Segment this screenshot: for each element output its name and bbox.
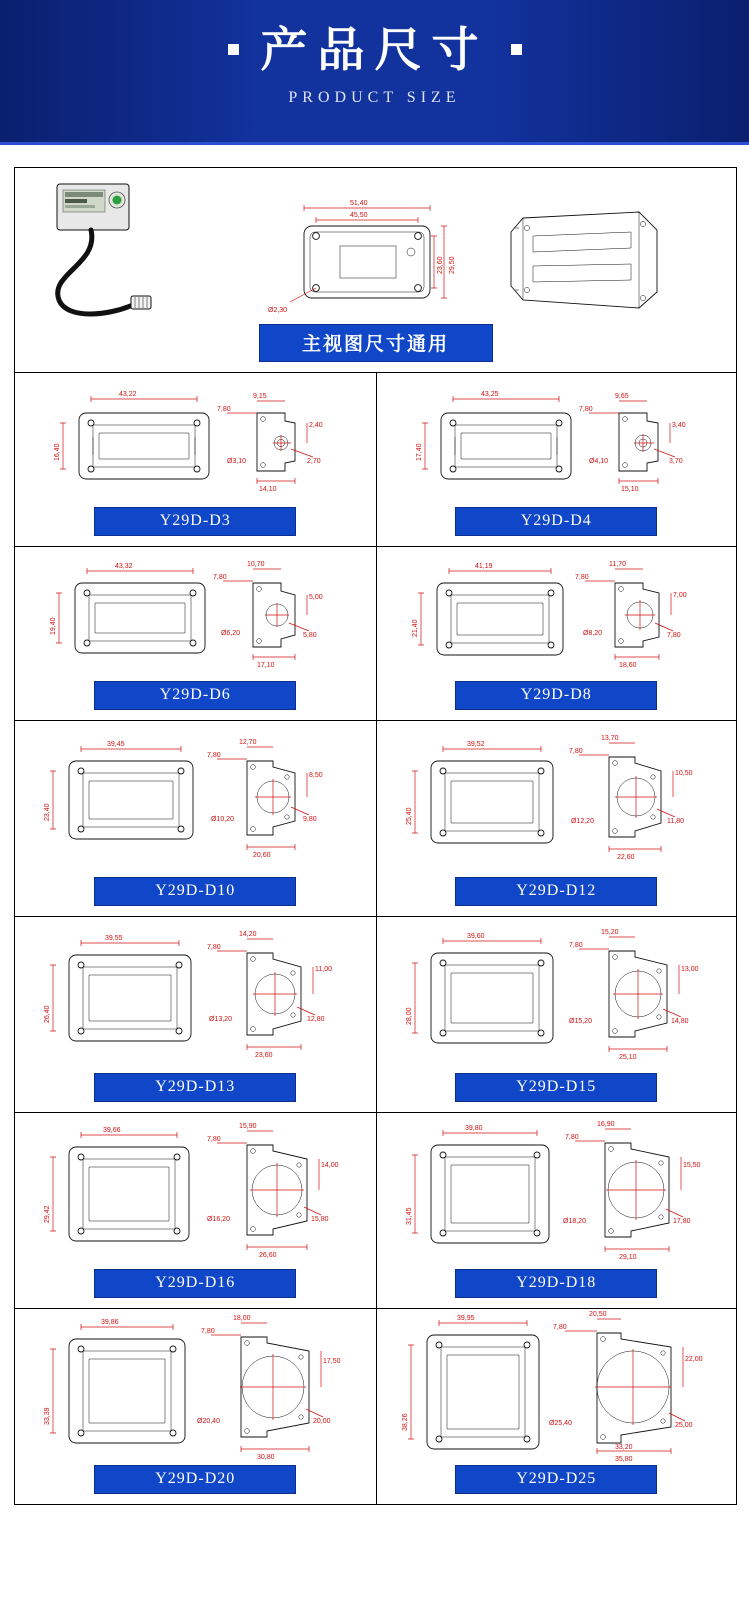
dim-side-flange-d18: 7,80 (564, 1134, 579, 1141)
dim-side-b-d10: 9,80 (303, 816, 317, 823)
model-cell-d15 (376, 917, 737, 1112)
grid-row-2 (15, 547, 736, 721)
dim-front-height-d15: 28,00 (405, 1007, 413, 1025)
model-cell-d20 (15, 1309, 376, 1504)
dim-front-height-d8: 21,40 (411, 619, 419, 637)
dim-front-width-d8: 41,19 (474, 563, 493, 570)
general-view-drawing (19, 174, 732, 324)
drawing-sheet (0, 145, 749, 1600)
model-cell-d10 (15, 721, 376, 916)
dim-side-bore-d25: Ø25,40 (548, 1420, 572, 1427)
dim-side-flange-d15: 7,80 (568, 942, 583, 949)
dim-hole: Ø2,30 (268, 307, 288, 314)
dim-side-a-d4: 3,40 (671, 422, 686, 429)
model-cell-d25 (376, 1309, 737, 1504)
product-photo (57, 184, 151, 314)
dim-side-b-d6: 5,80 (303, 632, 317, 639)
dim-front-width-d20: 39,86 (101, 1319, 119, 1326)
model-cell-d13 (15, 917, 376, 1112)
dim-side-a-d3: 2,40 (309, 422, 323, 429)
dim-side-bore-d8: Ø8,20 (582, 630, 602, 637)
model-drawing-d3 (19, 379, 372, 507)
dim-side-flange-d10: 7,80 (207, 752, 221, 759)
model-label-d18: Y29D-D18 (455, 1269, 657, 1298)
dim-side-bore-d20: Ø20,40 (197, 1418, 220, 1425)
dim-front-height-d20: 33,39 (44, 1407, 51, 1425)
dim-front-width-d13: 39,55 (105, 935, 123, 942)
page-title: 产品尺寸 (260, 23, 489, 76)
dim-side-flange-d4: 7,80 (578, 406, 593, 413)
dim-side-a-d25: 22,00 (684, 1356, 703, 1363)
model-label-d16: Y29D-D16 (94, 1269, 296, 1298)
dim-side-bottom-d16: 26,60 (259, 1252, 277, 1259)
general-front-view (268, 200, 456, 314)
dim-side-top-d10: 12,70 (239, 739, 257, 746)
dim-side-top-d20: 18,00 (233, 1315, 251, 1322)
dim-side-bottom-d3: 14,10 (259, 486, 277, 493)
grid-row-5 (15, 1113, 736, 1309)
dim-front-width-d15: 39,60 (466, 933, 485, 940)
square-bullet-icon-right (511, 44, 522, 55)
drawing-grid (14, 167, 737, 1505)
dim-side-bottom-d20: 30,80 (257, 1454, 275, 1461)
dim-side-flange-d25: 7,80 (552, 1324, 567, 1331)
model-cell-d12 (376, 721, 737, 916)
dim-front-width-d3: 43,22 (119, 391, 137, 398)
grid-row-6 (15, 1309, 736, 1505)
model-cell-d3 (15, 373, 376, 546)
dim-side-bottom-d15: 25,10 (618, 1054, 637, 1061)
dim-side-bottom-d10: 20,60 (253, 852, 271, 859)
dim-side-top-d3: 9,15 (253, 393, 267, 400)
dim-side-bottom-d18: 29,10 (618, 1254, 637, 1261)
dim-side-b-d20: 20,00 (313, 1418, 331, 1425)
model-drawing-d16 (19, 1119, 372, 1269)
dim-side-top-d16: 15,90 (239, 1123, 257, 1130)
dim-front-width-d25: 39,95 (456, 1315, 475, 1322)
dim-front-height-d3: 16,40 (54, 443, 61, 461)
dim-side-b-d8: 7,80 (666, 632, 681, 639)
dim-side-a-d20: 17,50 (323, 1358, 341, 1365)
dim-side-flange-d8: 7,80 (574, 574, 589, 581)
model-label-d3: Y29D-D3 (94, 507, 296, 536)
model-label-d8: Y29D-D8 (455, 681, 657, 710)
model-label-d12: Y29D-D12 (455, 877, 657, 906)
dim-side-bore-d13: Ø13,20 (209, 1016, 232, 1023)
dim-side-top-d18: 16,90 (596, 1121, 615, 1128)
model-drawing-d8 (381, 553, 733, 681)
dim-side-bore-d6: Ø6,20 (221, 630, 241, 637)
dim-front-height-d6: 19,40 (50, 617, 57, 635)
model-label-d15: Y29D-D15 (455, 1073, 657, 1102)
dim-side-flange-d13: 7,80 (207, 944, 221, 951)
model-drawing-d6 (19, 553, 372, 681)
dim-side-bore-d16: Ø16,20 (207, 1216, 230, 1223)
dim-side-a-d18: 15,50 (682, 1162, 701, 1169)
dim-front-width-d4: 43,25 (480, 391, 499, 398)
dim-side-bore-d4: Ø4,10 (588, 458, 608, 465)
dim-h-outer: 29,50 (449, 256, 456, 274)
dim-side-bottom2-d25: 35,80 (614, 1456, 633, 1463)
dim-front-height-d13: 26,40 (44, 1005, 51, 1023)
dim-side-a-d8: 7,00 (672, 592, 687, 599)
model-label-d25: Y29D-D25 (455, 1465, 657, 1494)
dim-side-b-d13: 12,80 (307, 1016, 325, 1023)
dim-front-width-d10: 39,45 (107, 741, 125, 748)
dim-side-top-d8: 11,70 (608, 561, 626, 568)
dim-side-a-d15: 13,00 (680, 966, 699, 973)
model-drawing-d10 (19, 727, 372, 877)
dim-side-b-d4: 3,70 (668, 458, 683, 465)
grid-row-4 (15, 917, 736, 1113)
dim-side-top-d15: 15,20 (600, 929, 619, 936)
model-cell-d8 (376, 547, 737, 720)
dim-front-height-d12: 25,40 (405, 807, 413, 825)
model-cell-d16 (15, 1113, 376, 1308)
general-view-cell (15, 168, 736, 372)
dim-side-a-d6: 5,00 (309, 594, 323, 601)
dim-side-flange-d12: 7,80 (568, 748, 583, 755)
dim-side-a-d13: 11,00 (315, 966, 332, 973)
model-drawing-d20 (19, 1315, 372, 1465)
grid-row-top (15, 168, 736, 373)
dim-side-b-d16: 15,80 (311, 1216, 329, 1223)
model-drawing-d15 (381, 923, 733, 1073)
dim-side-bottom-d8: 18,60 (618, 662, 637, 669)
dim-front-width-d18: 39,80 (464, 1125, 483, 1132)
dim-side-bottom-d13: 23,60 (255, 1052, 273, 1059)
dim-side-bore-d12: Ø12,20 (570, 818, 594, 825)
model-label-d4: Y29D-D4 (455, 507, 657, 536)
model-drawing-d25 (381, 1311, 733, 1465)
model-drawing-d18 (381, 1119, 733, 1269)
dim-front-width-d12: 39,52 (466, 741, 485, 748)
dim-front-width-d6: 43,32 (115, 563, 133, 570)
dim-front-height-d16: 29,42 (44, 1205, 51, 1223)
dim-side-bore-d3: Ø3,10 (227, 458, 247, 465)
dim-side-b-d18: 17,80 (672, 1218, 691, 1225)
dim-side-flange-d3: 7,80 (217, 406, 231, 413)
model-drawing-d4 (381, 379, 733, 507)
dim-side-bore-d15: Ø15,20 (568, 1018, 592, 1025)
dim-h-inner: 23,60 (437, 256, 444, 274)
dim-w-outer: 51,40 (350, 200, 368, 207)
page-subtitle: PRODUCT SIZE (288, 89, 461, 106)
grid-row-1 (15, 373, 736, 547)
model-label-d20: Y29D-D20 (94, 1465, 296, 1494)
dim-side-b-d3: 2,70 (307, 458, 321, 465)
dim-front-width-d16: 39,66 (103, 1127, 121, 1134)
general-iso-view (511, 212, 657, 308)
dim-side-bottom-d6: 17,10 (257, 662, 275, 669)
model-label-d10: Y29D-D10 (94, 877, 296, 906)
dim-side-bottom-d4: 15,10 (620, 486, 639, 493)
dim-side-flange-d20: 7,80 (201, 1328, 215, 1335)
dim-front-height-d4: 17,40 (415, 443, 423, 461)
model-label-d6: Y29D-D6 (94, 681, 296, 710)
dim-side-bottom-d12: 22,60 (616, 854, 635, 861)
dim-side-flange-d6: 7,80 (213, 574, 227, 581)
header-title-row (0, 0, 749, 76)
dim-side-b-d25: 25,00 (674, 1422, 693, 1429)
general-view-label: 主视图尺寸通用 (259, 324, 493, 362)
dim-side-a-d12: 10,50 (674, 770, 693, 777)
dim-side-top-d12: 13,70 (600, 735, 619, 742)
model-cell-d4 (376, 373, 737, 546)
dim-side-b-d15: 14,80 (670, 1018, 689, 1025)
dim-front-height-d25: 38,26 (401, 1413, 409, 1431)
page-header (0, 0, 749, 145)
dim-side-flange-d16: 7,80 (207, 1136, 221, 1143)
dim-side-bore-d10: Ø10,20 (211, 816, 234, 823)
model-drawing-d12 (381, 727, 733, 877)
dim-side-top-d4: 9,65 (614, 393, 629, 400)
dim-side-top-d6: 10,70 (247, 561, 265, 568)
dim-side-top-d25: 20,50 (588, 1311, 607, 1318)
dim-w-inner: 45,50 (350, 212, 368, 219)
dim-side-bore-d18: Ø18,20 (562, 1218, 586, 1225)
model-cell-d18 (376, 1113, 737, 1308)
dim-side-a-d16: 14,00 (321, 1162, 339, 1169)
dim-front-height-d10: 23,40 (44, 803, 51, 821)
model-cell-d6 (15, 547, 376, 720)
dim-side-bottom-d25: 33,20 (614, 1444, 633, 1451)
dim-side-a-d10: 8,50 (309, 772, 323, 779)
dim-side-b-d12: 11,80 (666, 818, 684, 825)
dim-side-top-d13: 14,20 (239, 931, 257, 938)
square-bullet-icon-left (228, 44, 239, 55)
dim-front-height-d18: 31,45 (405, 1207, 413, 1225)
grid-row-3 (15, 721, 736, 917)
model-label-d13: Y29D-D13 (94, 1073, 296, 1102)
model-drawing-d13 (19, 923, 372, 1073)
